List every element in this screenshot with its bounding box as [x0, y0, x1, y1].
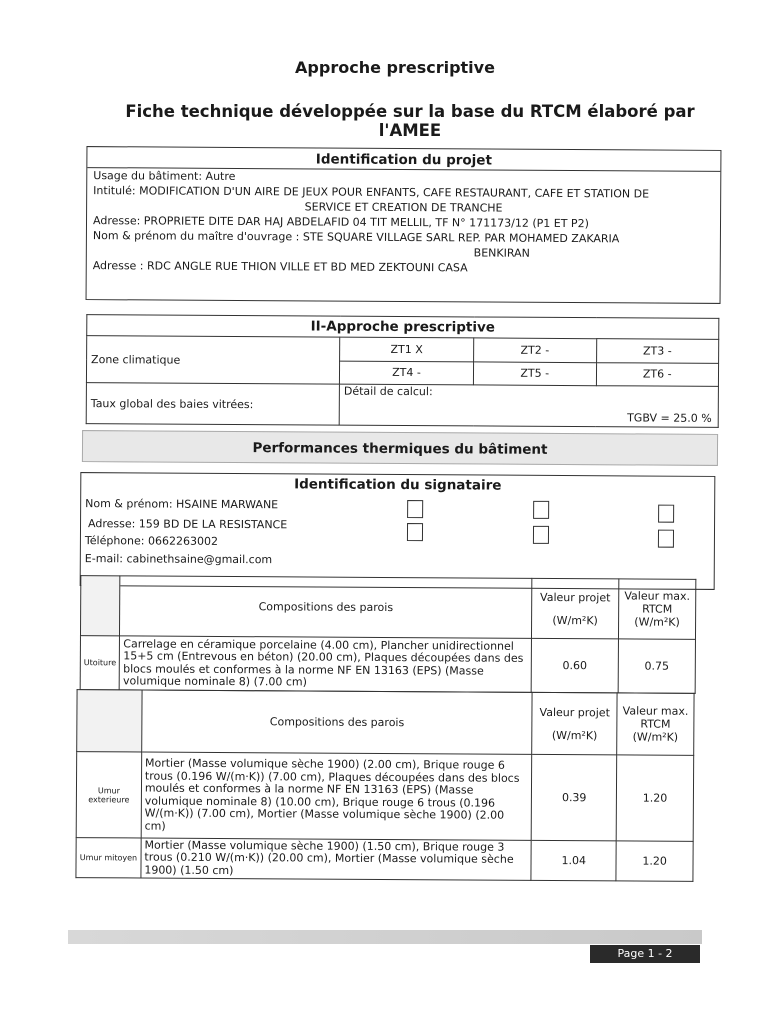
toiture-composition: Carrelage en céramique porcelaine (4.00 cm), Plancher unidirectionnel 15+5 cm (Entrevous en béton) (20.00 cm), Plaques découpées dans des blocs moulés et conformes à la norme NF EN 13163 (EPS) (Masse volumique nominale 8) (7.00 cm)	[120, 636, 532, 693]
adresse-line: Adresse: PROPRIETE DITE DAR HAJ ABDELAFID 04 TIT MELLIL, TF N° 171173/12 (P1 ET P2)	[92, 214, 589, 231]
checkbox-4[interactable]	[407, 523, 423, 541]
checkbox-6[interactable]	[658, 530, 674, 548]
zone-zt2: ZT2 -	[474, 338, 597, 362]
page-number: Page 1 - 2	[590, 945, 700, 963]
mur-exterieur-composition: Mortier (Masse volumique sèche 1900) (2.00 cm), Brique rouge 6 trous (0.196 W/(m·K)) (7.00 cm), Plaques découpées dans des blocs moulés et conformes à la norme NF EN 13163 (EPS) (Masse volumique nominale 8) (10.00 cm), Brique rouge 6 trous (0.196 W/(m·K)) (7.00 cm), Mortier (Masse volumique sèche 1900) (2.00 cm)	[141, 752, 532, 840]
toiture-col-valeur-max-line2: RTCM	[642, 602, 673, 616]
zone-zt1: ZT1 X	[340, 337, 474, 361]
signataire-telephone: Téléphone: 0662263002	[84, 534, 219, 548]
toiture-col-valeur-projet	[532, 578, 619, 639]
signataire-email: E-mail: cabinethsaine@gmail.com	[84, 552, 273, 567]
mur-exterieur-valeur-max: 1.20	[616, 755, 693, 841]
usage-line: Usage du bâtiment: Autre	[93, 169, 236, 183]
project-identification-box	[86, 146, 722, 304]
toiture-col-valeur-max-line1: Valeur max.	[624, 589, 691, 603]
footer-bar	[68, 930, 702, 944]
murs-col-valeur-projet-label: Valeur projet	[539, 705, 610, 719]
performances-heading: Performances thermiques du bâtiment	[82, 430, 718, 466]
signataire-adresse: Adresse: 159 BD DE LA RESISTANCE	[87, 517, 288, 532]
adresse2-line: Adresse : RDC ANGLE RUE THION VILLE ET BD MED ZEKTOUNI CASA	[92, 259, 468, 275]
murs-col-valeur-max	[617, 693, 694, 755]
checkbox-1[interactable]	[407, 500, 423, 518]
zone-zt6: ZT6 -	[596, 362, 719, 386]
murs-col-valeur-max-line1: Valeur max.	[622, 704, 689, 718]
murs-col-valeur-projet-unit: (W/m²K)	[551, 728, 598, 742]
murs-col-valeur-projet	[532, 692, 617, 755]
project-identification-heading: Identification du projet	[87, 147, 720, 172]
murs-col-compositions: Compositions des parois	[142, 690, 533, 754]
mur-exterieur-label: Umur exterieure	[76, 752, 141, 838]
checkbox-5[interactable]	[533, 526, 549, 544]
toiture-corner-cell	[80, 576, 120, 636]
maitre-ouvrage-line-1: Nom & prénom du maître d'ouvrage : STE SQUARE VILLAGE SARL REP. PAR MOHAMED ZAKARIA	[92, 229, 620, 246]
prescriptive-heading: II-Approche prescriptive	[87, 315, 719, 340]
checkbox-3[interactable]	[658, 505, 674, 523]
zone-zt4: ZT4 -	[339, 361, 473, 385]
intitule-line-2: SERVICE ET CREATION DE TRANCHE	[304, 200, 503, 215]
detail-calcul-label: Détail de calcul:	[343, 384, 433, 399]
zone-climatique-label: Zone climatique	[86, 336, 339, 385]
page-subtitle: Fiche technique développée sur la base du RTCM élaboré par l'AMEE	[125, 102, 695, 140]
taux-baies-label: Taux global des baies vitrées:	[86, 383, 339, 426]
signataire-nom: Nom & prénom: HSAINE MARWANE	[85, 497, 279, 512]
mur-mitoyen-valeur-max: 1.20	[616, 841, 693, 881]
mur-mitoyen-valeur-projet: 1.04	[531, 840, 616, 881]
intitule-line-1: Intitulé: MODIFICATION D'UN AIRE DE JEUX POUR ENFANTS, CAFE RESTAURANT, CAFE ET STATION DE	[93, 184, 650, 201]
maitre-ouvrage-line-2: BENKIRAN	[473, 246, 530, 260]
checkbox-2[interactable]	[533, 501, 549, 519]
zone-zt5: ZT5 -	[473, 361, 596, 385]
toiture-col-valeur-projet-label: Valeur projet	[540, 590, 611, 604]
signataire-heading: Identification du signataire	[294, 476, 502, 494]
murs-corner-cell	[77, 690, 142, 752]
prescriptive-box	[86, 314, 720, 434]
zone-zt3: ZT3 -	[596, 339, 719, 363]
toiture-col-valeur-max-unit: (W/m²K)	[634, 615, 680, 629]
mur-mitoyen-label: Umur mitoyen	[76, 838, 141, 878]
detail-calcul-cell	[339, 384, 718, 427]
toiture-valeur-projet: 0.60	[531, 638, 618, 693]
murs-col-valeur-max-unit: (W/m²K)	[632, 730, 679, 744]
murs-table	[75, 689, 694, 882]
toiture-col-compositions: Compositions des parois	[120, 576, 532, 639]
murs-col-valeur-max-line2: RTCM	[640, 717, 671, 731]
toiture-col-valeur-max	[618, 579, 695, 639]
page-title: Approche prescriptive	[295, 58, 495, 77]
toiture-col-valeur-projet-unit: (W/m²K)	[552, 613, 598, 627]
toiture-table	[80, 575, 697, 694]
toiture-valeur-max: 0.75	[618, 639, 695, 693]
tgbv-value: TGBV = 25.0 %	[627, 411, 712, 425]
toiture-row-label: Utoiture	[80, 636, 120, 690]
mur-exterieur-valeur-projet: 0.39	[532, 754, 617, 841]
mur-mitoyen-composition: Mortier (Masse volumique sèche 1900) (1.50 cm), Brique rouge 3 trous (0.210 W/(m·K)) (20.00 cm), Mortier (Masse volumique sèche 1900) (1.50 cm)	[141, 838, 532, 880]
signataire-box	[80, 472, 716, 590]
